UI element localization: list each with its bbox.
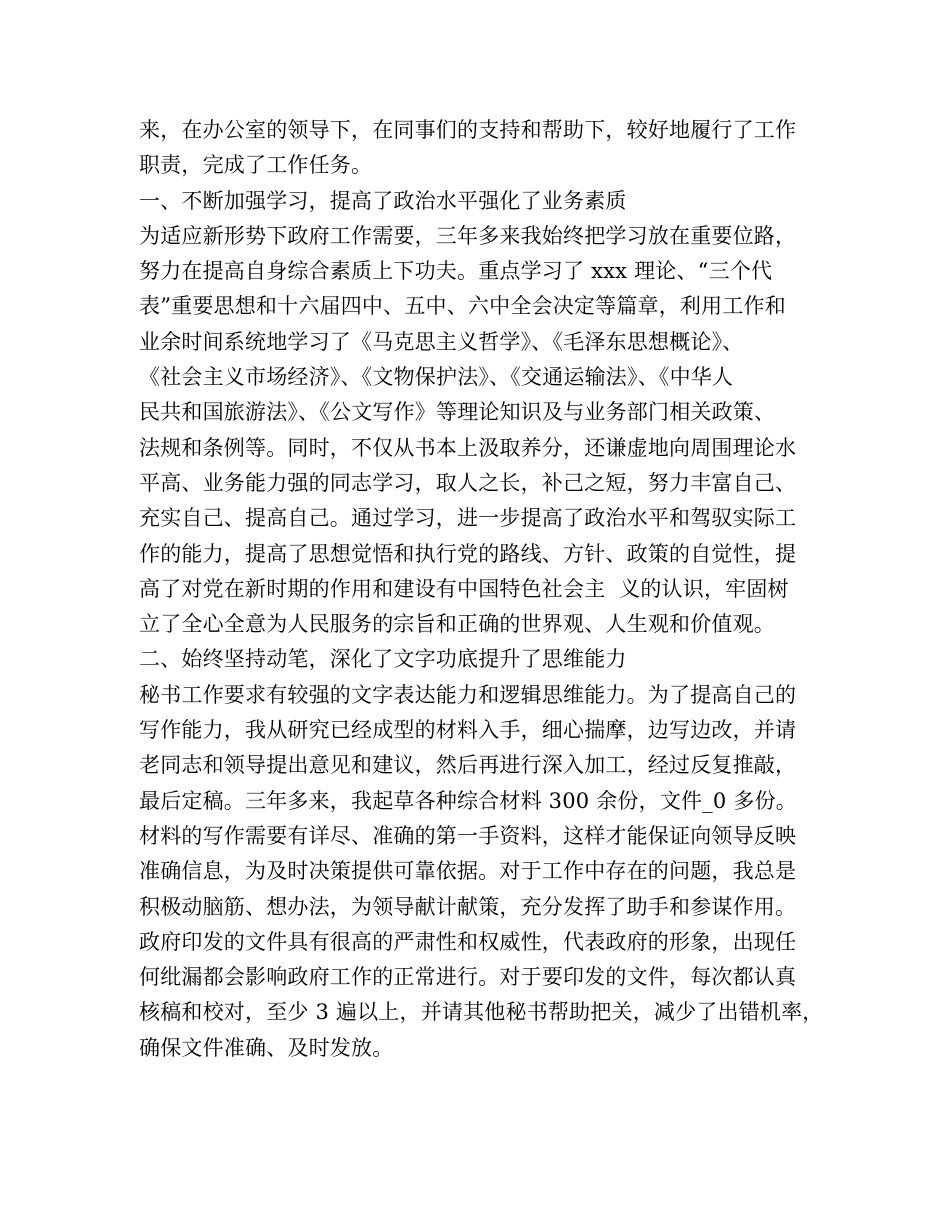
- body-line: 法规和条例等。同时，不仅从书本上汲取养分，还谦虚地向周围理论水: [139, 435, 797, 460]
- body-line: 职责，完成了工作任务。: [139, 153, 373, 178]
- body-line: 何纰漏都会影响政府工作的正常进行。对于要印发的文件，每次都认真: [139, 965, 797, 990]
- body-line: 《社会主义市场经济》、《文物保护法》、《交通运输法》、《中华人: [139, 365, 734, 390]
- body-line: 积极动脑筋、想办法，为领导献计献策，充分发挥了助手和参谋作用。: [139, 894, 797, 919]
- body-line: 政府印发的文件具有很高的严肃性和权威性，代表政府的形象，出现任: [139, 929, 797, 954]
- section-heading-1: 一、不断加强学习，提高了政治水平强化了业务素质: [139, 188, 627, 213]
- body-line: 业余时间系统地学习了《马克思主义哲学》、《毛泽东思想概论》、: [139, 329, 744, 354]
- body-line: 努力在提高自身综合素质上下功夫。重点学习了 xxx 理论、“三个代: [139, 259, 773, 284]
- body-line: 平高、业务能力强的同志学习，取人之长，补己之短，努力丰富自己、: [139, 470, 797, 495]
- body-line: 作的能力，提高了思想觉悟和执行党的路线、方针、政策的自觉性，提: [139, 541, 797, 566]
- body-line: 高了对党在新时期的作用和建设有中国特色社会主 义的认识，牢固树: [139, 576, 789, 601]
- body-line: 立了全心全意为人民服务的宗旨和正确的世界观、人生观和价值观。: [139, 612, 775, 637]
- body-line: 秘书工作要求有较强的文字表达能力和逻辑思维能力。为了提高自己的: [139, 682, 797, 707]
- body-line: 确保文件准确、及时发放。: [139, 1035, 394, 1060]
- section-heading-2: 二、始终坚持动笔，深化了文字功底提升了思维能力: [139, 647, 627, 672]
- body-line: 充实自己、提高自己。通过学习，进一步提高了政治水平和驾驭实际工: [139, 506, 797, 531]
- body-line: 为适应新形势下政府工作需要，三年多来我始终把学习放在重要位路，: [139, 223, 797, 248]
- body-line: 材料的写作需要有详尽、准确的第一手资料，这样才能保证向领导反映: [139, 823, 797, 848]
- body-line: 最后定稿。三年多来，我起草各种综合材料 300 余份，文件_0 多份。: [139, 788, 797, 813]
- body-line: 老同志和领导提出意见和建议，然后再进行深入加工，经过反复推敲，: [139, 753, 797, 778]
- body-line: 写作能力，我从研究已经成型的材料入手，细心揣摩，边写边改，并请: [139, 718, 797, 743]
- body-line: 民共和国旅游法》、《公文写作》等理论知识及与业务部门相关政策、: [139, 400, 776, 425]
- body-line: 来，在办公室的领导下，在同事们的支持和帮助下，较好地履行了工作: [139, 118, 797, 142]
- body-line: 核稿和校对，至少 3 遍以上，并请其他秘书帮助把关，减少了出错机率，: [139, 1000, 824, 1025]
- document-body: [139, 113, 829, 1066]
- body-line: 表”重要思想和十六届四中、五中、六中全会决定等篇章，利用工作和: [139, 294, 786, 319]
- body-line: 准确信息，为及时决策提供可靠依据。对于工作中存在的问题，我总是: [139, 859, 797, 884]
